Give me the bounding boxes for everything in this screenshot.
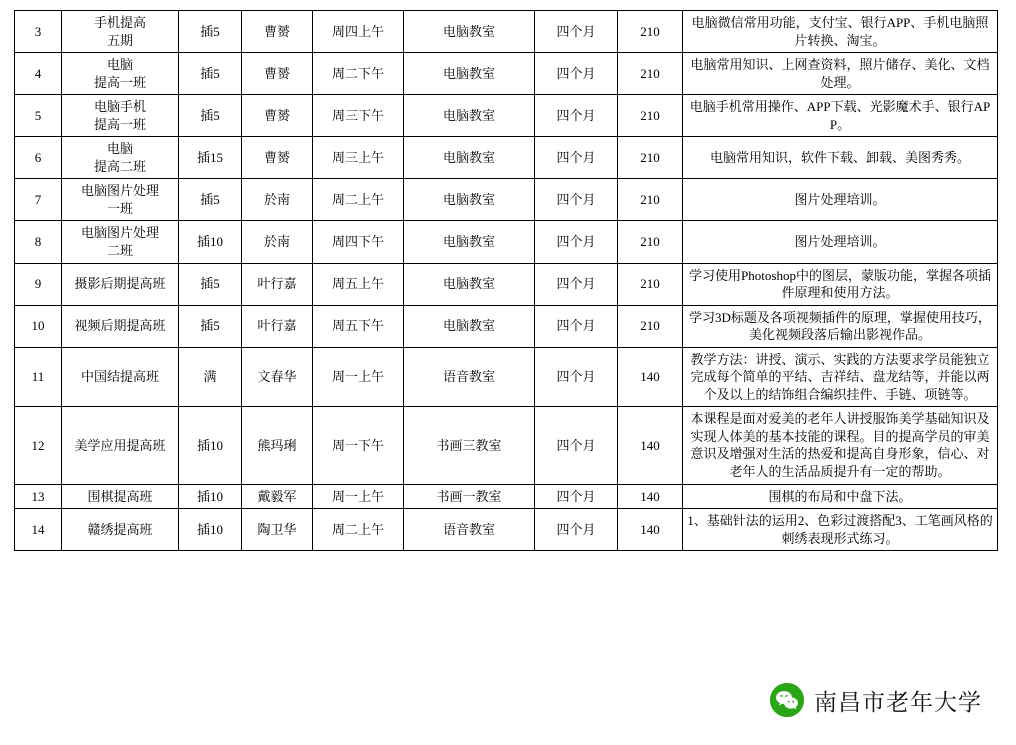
cell-term: 四个月 xyxy=(535,221,618,263)
cell-slot: 插5 xyxy=(179,305,242,347)
cell-teacher: 曹赟 xyxy=(242,53,313,95)
table-row xyxy=(15,137,998,179)
cell-no: 7 xyxy=(15,179,62,221)
cell-slot: 插5 xyxy=(179,263,242,305)
cell-teacher: 於南 xyxy=(242,221,313,263)
cell-no: 3 xyxy=(15,11,62,53)
cell-no: 4 xyxy=(15,53,62,95)
cell-term: 四个月 xyxy=(535,137,618,179)
cell-description: 本课程是面对爱美的老年人讲授服饰美学基础知识及实现人体美的基本技能的课程。目的提高学员的审美意识及增强对生活的热爱和提高自身形象，信心、对老年人的生活品质提升有一定的帮助。 xyxy=(683,407,998,484)
cell-class-name: 电脑 提高二班 xyxy=(62,137,179,179)
cell-time: 周五上午 xyxy=(313,263,404,305)
cell-term: 四个月 xyxy=(535,95,618,137)
cell-teacher: 叶行嘉 xyxy=(242,305,313,347)
cell-description: 学习使用Photoshop中的图层，蒙版功能，掌握各项插件原理和使用方法。 xyxy=(683,263,998,305)
cell-time: 周三上午 xyxy=(313,137,404,179)
cell-room: 电脑教室 xyxy=(404,263,535,305)
cell-room: 电脑教室 xyxy=(404,179,535,221)
table-row xyxy=(15,407,998,484)
cell-room: 书画一教室 xyxy=(404,484,535,509)
cell-no: 6 xyxy=(15,137,62,179)
cell-time: 周一上午 xyxy=(313,484,404,509)
cell-teacher: 戴毅军 xyxy=(242,484,313,509)
table-body xyxy=(15,11,998,551)
cell-term: 四个月 xyxy=(535,53,618,95)
cell-description: 1、基础针法的运用2、色彩过渡搭配3、工笔画风格的刺绣表现形式练习。 xyxy=(683,509,998,551)
cell-room: 语音教室 xyxy=(404,347,535,407)
cell-slot: 插5 xyxy=(179,95,242,137)
document-page xyxy=(0,10,1016,745)
cell-fee: 210 xyxy=(618,305,683,347)
table-row xyxy=(15,509,998,551)
cell-no: 14 xyxy=(15,509,62,551)
cell-slot: 插5 xyxy=(179,179,242,221)
wechat-icon xyxy=(770,683,804,717)
wechat-account-name: 南昌市老年大学 xyxy=(814,689,982,715)
cell-description: 电脑常用知识，软件下载、卸载、美图秀秀。 xyxy=(683,137,998,179)
cell-class-name: 视频后期提高班 xyxy=(62,305,179,347)
cell-room: 电脑教室 xyxy=(404,95,535,137)
wechat-account-block xyxy=(770,683,982,717)
cell-no: 9 xyxy=(15,263,62,305)
cell-slot: 插10 xyxy=(179,221,242,263)
cell-class-name: 电脑手机 提高一班 xyxy=(62,95,179,137)
cell-teacher: 熊玛琍 xyxy=(242,407,313,484)
cell-fee: 140 xyxy=(618,407,683,484)
cell-class-name: 中国结提高班 xyxy=(62,347,179,407)
cell-no: 10 xyxy=(15,305,62,347)
cell-fee: 210 xyxy=(618,95,683,137)
cell-time: 周四上午 xyxy=(313,11,404,53)
cell-description: 图片处理培训。 xyxy=(683,221,998,263)
table-row xyxy=(15,11,998,53)
cell-fee: 140 xyxy=(618,347,683,407)
cell-fee: 140 xyxy=(618,509,683,551)
cell-time: 周一下午 xyxy=(313,407,404,484)
cell-time: 周二下午 xyxy=(313,53,404,95)
cell-term: 四个月 xyxy=(535,11,618,53)
cell-room: 电脑教室 xyxy=(404,53,535,95)
cell-description: 教学方法：讲授、演示、实践的方法要求学员能独立完成每个简单的平结、吉祥结、盘龙结等，并能以两个及以上的结饰组合编织挂件、手链、项链等。 xyxy=(683,347,998,407)
cell-no: 12 xyxy=(15,407,62,484)
cell-term: 四个月 xyxy=(535,263,618,305)
table-row xyxy=(15,95,998,137)
cell-no: 11 xyxy=(15,347,62,407)
cell-class-name: 电脑图片处理 一班 xyxy=(62,179,179,221)
cell-room: 电脑教室 xyxy=(404,137,535,179)
cell-time: 周一上午 xyxy=(313,347,404,407)
table-row xyxy=(15,484,998,509)
cell-teacher: 陶卫华 xyxy=(242,509,313,551)
cell-no: 5 xyxy=(15,95,62,137)
cell-slot: 插10 xyxy=(179,484,242,509)
cell-fee: 210 xyxy=(618,137,683,179)
cell-room: 电脑教室 xyxy=(404,11,535,53)
cell-slot: 插10 xyxy=(179,407,242,484)
cell-term: 四个月 xyxy=(535,407,618,484)
cell-fee: 210 xyxy=(618,11,683,53)
cell-term: 四个月 xyxy=(535,305,618,347)
cell-slot: 插5 xyxy=(179,11,242,53)
cell-fee: 210 xyxy=(618,221,683,263)
cell-slot: 插15 xyxy=(179,137,242,179)
cell-teacher: 曹赟 xyxy=(242,137,313,179)
cell-time: 周三下午 xyxy=(313,95,404,137)
cell-class-name: 电脑 提高一班 xyxy=(62,53,179,95)
cell-description: 学习3D标题及各项视频插件的原理，掌握使用技巧，美化视频段落后输出影视作品。 xyxy=(683,305,998,347)
table-row xyxy=(15,179,998,221)
cell-room: 书画三教室 xyxy=(404,407,535,484)
cell-fee: 210 xyxy=(618,179,683,221)
cell-slot: 满 xyxy=(179,347,242,407)
cell-no: 8 xyxy=(15,221,62,263)
table-row xyxy=(15,347,998,407)
cell-teacher: 於南 xyxy=(242,179,313,221)
cell-time: 周五下午 xyxy=(313,305,404,347)
cell-description: 围棋的布局和中盘下法。 xyxy=(683,484,998,509)
cell-time: 周二上午 xyxy=(313,509,404,551)
cell-room: 电脑教室 xyxy=(404,305,535,347)
table-row xyxy=(15,305,998,347)
cell-class-name: 手机提高 五期 xyxy=(62,11,179,53)
table-row xyxy=(15,53,998,95)
cell-class-name: 赣绣提高班 xyxy=(62,509,179,551)
cell-fee: 210 xyxy=(618,53,683,95)
cell-time: 周四下午 xyxy=(313,221,404,263)
cell-description: 电脑微信常用功能，支付宝、银行APP、手机电脑照片转换、淘宝。 xyxy=(683,11,998,53)
cell-teacher: 曹赟 xyxy=(242,11,313,53)
cell-fee: 210 xyxy=(618,263,683,305)
page-footer xyxy=(0,671,1016,727)
cell-room: 电脑教室 xyxy=(404,221,535,263)
cell-class-name: 电脑图片处理 二班 xyxy=(62,221,179,263)
cell-teacher: 叶行嘉 xyxy=(242,263,313,305)
cell-term: 四个月 xyxy=(535,179,618,221)
cell-time: 周二上午 xyxy=(313,179,404,221)
cell-term: 四个月 xyxy=(535,484,618,509)
cell-class-name: 美学应用提高班 xyxy=(62,407,179,484)
table-row xyxy=(15,221,998,263)
cell-description: 图片处理培训。 xyxy=(683,179,998,221)
cell-room: 语音教室 xyxy=(404,509,535,551)
cell-no: 13 xyxy=(15,484,62,509)
cell-teacher: 曹赟 xyxy=(242,95,313,137)
cell-term: 四个月 xyxy=(535,347,618,407)
course-schedule-table xyxy=(14,10,998,551)
cell-fee: 140 xyxy=(618,484,683,509)
cell-slot: 插10 xyxy=(179,509,242,551)
cell-class-name: 摄影后期提高班 xyxy=(62,263,179,305)
cell-description: 电脑常用知识、上网查资料，照片储存、美化、文档处理。 xyxy=(683,53,998,95)
cell-slot: 插5 xyxy=(179,53,242,95)
cell-term: 四个月 xyxy=(535,509,618,551)
cell-teacher: 文春华 xyxy=(242,347,313,407)
table-row xyxy=(15,263,998,305)
cell-description: 电脑手机常用操作、APP下载、光影魔术手、银行APP。 xyxy=(683,95,998,137)
cell-class-name: 围棋提高班 xyxy=(62,484,179,509)
